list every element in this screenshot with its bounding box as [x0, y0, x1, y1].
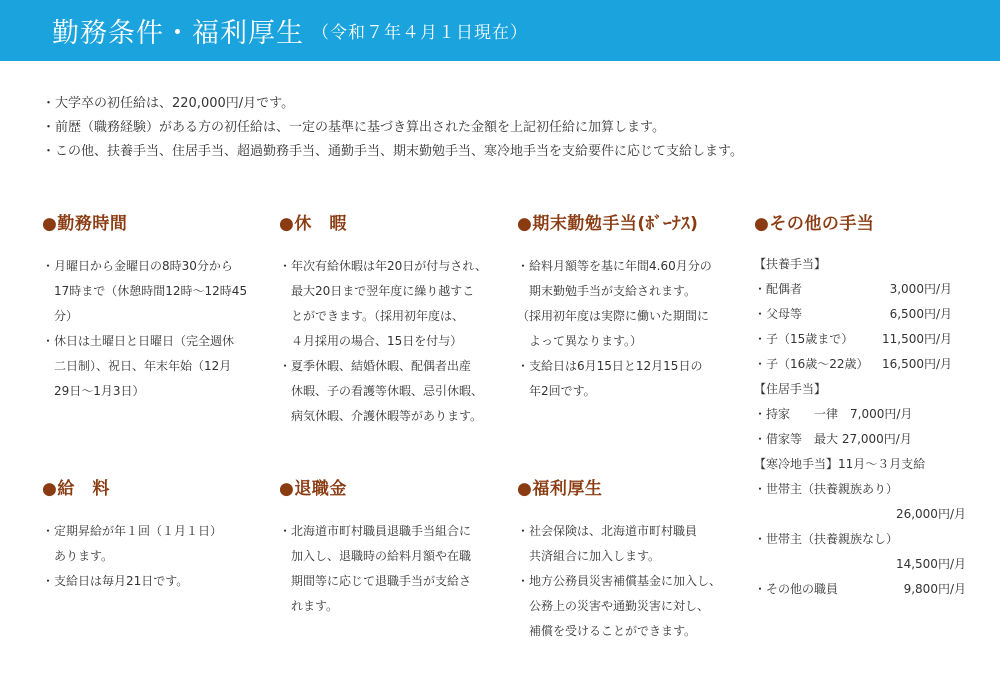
- bullet-line: ・支給日は6月15日と12月15日の: [517, 359, 703, 373]
- bullet-line: 年2回です。: [529, 384, 596, 398]
- bullet-line: 29日～1月3日）: [54, 384, 145, 398]
- allowance-line: ・借家等 最大 27,000円/月: [754, 432, 912, 446]
- intro-block: [42, 92, 972, 164]
- dependent-allowance-header: 【扶養手当】: [754, 257, 827, 271]
- page-date-note: （令和７年４月１日現在）: [312, 23, 528, 43]
- section-leave: [279, 209, 504, 429]
- allowance-row: [754, 277, 984, 302]
- bullet-line: 最大20日まで翌年度に繰り越すこ: [291, 284, 475, 298]
- section-welfare: [517, 474, 742, 644]
- section-title: ●福利厚生: [517, 479, 603, 499]
- section-title: ●休 暇: [279, 214, 347, 234]
- allowance-row: [754, 327, 984, 352]
- allowance-row: [754, 352, 984, 377]
- bullet-line: 病気休暇、介護休暇等があります。: [291, 409, 483, 423]
- allowance-amount: 6,500円/月: [889, 307, 952, 321]
- bullet-line: 加入し、退職時の給料月額や在職: [291, 549, 472, 563]
- section-retirement: [279, 474, 504, 619]
- bullet-line: とができます。（採用初年度は、: [291, 309, 465, 323]
- allowance-label: ・世帯主（扶養親族あり）: [754, 482, 899, 496]
- bullet-line: ４月採用の場合、15日を付与）: [291, 334, 463, 348]
- allowance-label: ・父母等: [754, 307, 803, 321]
- allowance-label: ・世帯主（扶養親族なし）: [754, 532, 899, 546]
- section-title: ●期末勤勉手当(ﾎﾞｰﾅｽ): [517, 214, 699, 234]
- bullet-line: （採用初年度は実際に働いた期間に: [517, 309, 710, 323]
- bullet-line: ・支給日は毎月21日です。: [42, 574, 189, 588]
- allowance-amount: 14,500円/月: [895, 557, 966, 571]
- bullet-line: よって異なります。）: [529, 334, 643, 348]
- bullet-line: ・年次有給休暇は年20日が付与され、: [279, 259, 487, 273]
- intro-line: ・前歴（職務経験）がある方の初任給は、一定の基準に基づき算出された金額を上記初任給に加算します。: [42, 120, 665, 135]
- section-title: ●その他の手当: [754, 214, 875, 234]
- bullet-line: 補償を受けることができます。: [529, 624, 697, 638]
- section-bonus: [517, 209, 742, 404]
- bullet-line: ・北海道市町村職員退職手当組合に: [279, 524, 472, 538]
- bullet-line: 分）: [54, 309, 79, 323]
- allowance-label: ・子（16歳～22歳）: [754, 357, 869, 371]
- section-other-allowances: [754, 209, 984, 602]
- allowance-row: [754, 577, 984, 602]
- section-title: ●勤務時間: [42, 214, 128, 234]
- section-title: ●給 料: [42, 479, 110, 499]
- bullet-line: 共済組合に加入します。: [529, 549, 661, 563]
- allowance-label: ・その他の職員: [754, 582, 839, 596]
- bullet-line: 公務上の災害や通勤災害に対し、: [529, 599, 710, 613]
- bullet-line: ・月曜日から金曜日の8時30分から: [42, 259, 233, 273]
- bullet-line: ・休日は土曜日と日曜日（完全週休: [42, 334, 235, 348]
- allowance-row: [754, 302, 984, 327]
- section-title: ●退職金: [279, 479, 347, 499]
- housing-allowance-header: 【住居手当】: [754, 382, 827, 396]
- section-work-hours: [42, 209, 262, 404]
- bullet-line: 17時まで（休憩時間12時～12時45: [54, 284, 248, 298]
- allowance-amount: 26,000円/月: [895, 507, 966, 521]
- bullet-line: れます。: [291, 599, 339, 613]
- bullet-line: 期末勤勉手当が支給されます。: [529, 284, 697, 298]
- allowance-line: ・持家 一律 7,000円/月: [754, 407, 913, 421]
- allowance-amount: 3,000円/月: [889, 282, 952, 296]
- bullet-line: 二日制）、祝日、年末年始（12月: [54, 359, 232, 373]
- header-banner: [0, 0, 1000, 61]
- cold-allowance-header: 【寒冷地手当】11月～３月支給: [754, 457, 926, 471]
- bullet-line: 休暇、子の看護等休暇、忌引休暇、: [291, 384, 484, 398]
- intro-line: ・この他、扶養手当、住居手当、超過勤務手当、通勤手当、期末勤勉手当、寒冷地手当を支給要件に応じて支給します。: [42, 144, 743, 159]
- allowance-amount: 11,500円/月: [882, 332, 953, 346]
- bullet-line: 期間等に応じて退職手当が支給さ: [291, 574, 472, 588]
- allowance-label: ・配偶者: [754, 282, 803, 296]
- intro-line: ・大学卒の初任給は、220,000円/月です。: [42, 96, 295, 111]
- section-salary: [42, 474, 262, 594]
- bullet-line: ・定期昇給が年１回（１月１日）: [42, 524, 223, 538]
- allowance-label: ・子（15歳まで）: [754, 332, 854, 346]
- allowance-amount: 16,500円/月: [882, 357, 953, 371]
- page-title: 勤務条件・福利厚生: [52, 18, 304, 49]
- bullet-line: ・夏季休暇、結婚休暇、配偶者出産: [279, 359, 472, 373]
- bullet-line: ・社会保険は、北海道市町村職員: [517, 524, 698, 538]
- allowance-amount: 9,800円/月: [903, 582, 966, 596]
- bullet-line: ・地方公務員災害補償基金に加入し、: [517, 574, 722, 588]
- bullet-line: あります。: [54, 549, 114, 563]
- bullet-line: ・給料月額等を基に年間4.60月分の: [517, 259, 712, 273]
